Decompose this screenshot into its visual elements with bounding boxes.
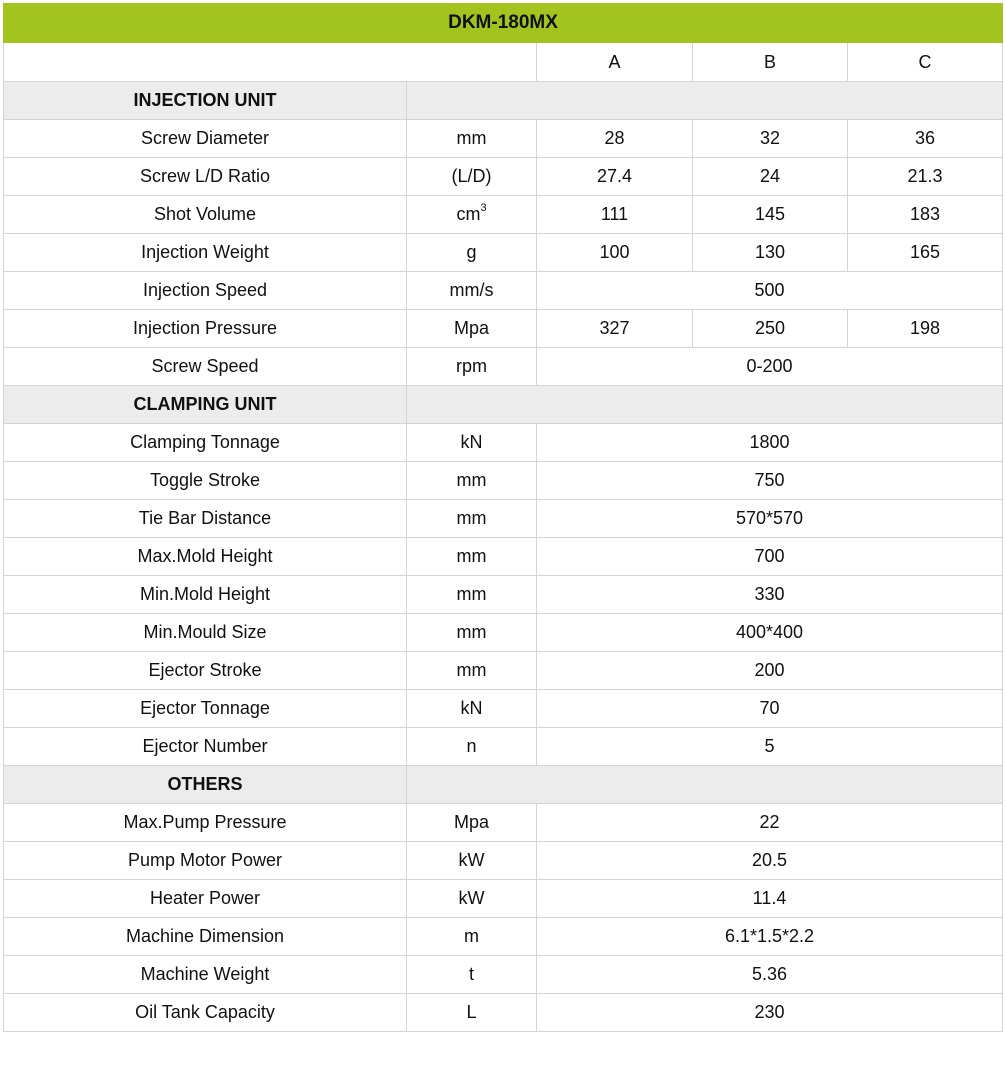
spec-unit	[407, 576, 537, 614]
section-header-row	[4, 386, 1003, 424]
spec-row	[4, 196, 1003, 234]
unit-text: kN	[460, 432, 483, 452]
spec-unit	[407, 804, 537, 842]
unit-text: kN	[460, 698, 483, 718]
spec-value: 100	[537, 234, 693, 272]
spec-value: 5	[537, 728, 1003, 766]
spec-label: Max.Pump Pressure	[4, 804, 407, 842]
spec-label: Pump Motor Power	[4, 842, 407, 880]
spec-label: Injection Pressure	[4, 310, 407, 348]
spec-row	[4, 956, 1003, 994]
spec-value: 28	[537, 120, 693, 158]
spec-row	[4, 310, 1003, 348]
spec-value: 21.3	[848, 158, 1003, 196]
spec-row	[4, 918, 1003, 956]
unit-text: Mpa	[453, 812, 489, 832]
column-header-b: B	[693, 43, 848, 82]
spec-unit	[407, 728, 537, 766]
unit-text: L	[466, 1002, 477, 1022]
spec-value: 198	[848, 310, 1003, 348]
spec-unit	[407, 348, 537, 386]
spec-value: 1800	[537, 424, 1003, 462]
spec-unit	[407, 918, 537, 956]
spec-label: Machine Weight	[4, 956, 407, 994]
spec-unit	[407, 158, 537, 196]
unit-text: mm	[456, 660, 487, 680]
spec-unit	[407, 842, 537, 880]
unit-text: (L/D)	[451, 166, 492, 186]
spec-unit	[407, 272, 537, 310]
spec-value: 145	[693, 196, 848, 234]
spec-row	[4, 690, 1003, 728]
spec-unit	[407, 424, 537, 462]
spec-value: 750	[537, 462, 1003, 500]
spec-row	[4, 842, 1003, 880]
spec-value: 500	[537, 272, 1003, 310]
spec-row	[4, 994, 1003, 1032]
spec-row	[4, 500, 1003, 538]
spec-unit	[407, 310, 537, 348]
unit-text: mm/s	[449, 280, 494, 300]
spec-row	[4, 538, 1003, 576]
unit-text: Mpa	[453, 318, 489, 338]
spec-label: Screw L/D Ratio	[4, 158, 407, 196]
spec-label: Clamping Tonnage	[4, 424, 407, 462]
unit-text: mm	[456, 508, 487, 528]
spec-label: Ejector Stroke	[4, 652, 407, 690]
spec-row	[4, 804, 1003, 842]
spec-table	[3, 3, 1003, 1032]
section-title: CLAMPING UNIT	[4, 386, 407, 424]
spec-value: 400*400	[537, 614, 1003, 652]
spec-label: Screw Speed	[4, 348, 407, 386]
table-title: DKM-180MX	[4, 4, 1003, 43]
spec-label: Screw Diameter	[4, 120, 407, 158]
header-blank	[4, 43, 537, 82]
spec-value: 700	[537, 538, 1003, 576]
spec-unit	[407, 690, 537, 728]
spec-row	[4, 348, 1003, 386]
spec-value: 111	[537, 196, 693, 234]
section-header-row	[4, 82, 1003, 120]
spec-value: 327	[537, 310, 693, 348]
spec-unit	[407, 196, 537, 234]
spec-label: Min.Mold Height	[4, 576, 407, 614]
unit-text: g	[466, 242, 477, 262]
spec-label: Heater Power	[4, 880, 407, 918]
spec-unit	[407, 652, 537, 690]
unit-text: mm	[456, 128, 487, 148]
spec-row	[4, 120, 1003, 158]
section-filler	[407, 82, 1003, 120]
spec-unit	[407, 120, 537, 158]
spec-label: Shot Volume	[4, 196, 407, 234]
spec-label: Injection Weight	[4, 234, 407, 272]
unit-text: mm	[456, 546, 487, 566]
spec-value: 230	[537, 994, 1003, 1032]
spec-value: 20.5	[537, 842, 1003, 880]
unit-text: mm	[456, 470, 487, 490]
spec-label: Max.Mold Height	[4, 538, 407, 576]
unit-text: m	[464, 926, 479, 946]
unit-text: kW	[458, 888, 485, 908]
spec-value: 183	[848, 196, 1003, 234]
spec-row	[4, 728, 1003, 766]
spec-unit	[407, 880, 537, 918]
spec-row	[4, 424, 1003, 462]
spec-label: Toggle Stroke	[4, 462, 407, 500]
spec-unit	[407, 956, 537, 994]
section-title: OTHERS	[4, 766, 407, 804]
column-header-row	[4, 43, 1003, 82]
spec-unit	[407, 994, 537, 1032]
spec-unit	[407, 234, 537, 272]
spec-value: 22	[537, 804, 1003, 842]
unit-superscript: 3	[480, 202, 487, 214]
spec-value: 0-200	[537, 348, 1003, 386]
unit-text: n	[466, 736, 477, 756]
spec-value: 570*570	[537, 500, 1003, 538]
section-filler	[407, 386, 1003, 424]
column-header-c: C	[848, 43, 1003, 82]
column-header-a: A	[537, 43, 693, 82]
spec-value: 27.4	[537, 158, 693, 196]
spec-value: 200	[537, 652, 1003, 690]
spec-row	[4, 880, 1003, 918]
spec-value: 6.1*1.5*2.2	[537, 918, 1003, 956]
section-header-row	[4, 766, 1003, 804]
spec-unit	[407, 462, 537, 500]
spec-unit	[407, 500, 537, 538]
spec-value: 24	[693, 158, 848, 196]
spec-value: 11.4	[537, 880, 1003, 918]
unit-text: kW	[458, 850, 485, 870]
spec-value: 32	[693, 120, 848, 158]
spec-row	[4, 614, 1003, 652]
title-row	[4, 4, 1003, 43]
spec-unit	[407, 538, 537, 576]
spec-label: Ejector Tonnage	[4, 690, 407, 728]
spec-row	[4, 652, 1003, 690]
unit-text: mm	[456, 584, 487, 604]
spec-row	[4, 576, 1003, 614]
spec-value: 165	[848, 234, 1003, 272]
spec-label: Min.Mould Size	[4, 614, 407, 652]
spec-row	[4, 462, 1003, 500]
spec-value: 330	[537, 576, 1003, 614]
unit-text: cm	[456, 204, 481, 224]
spec-value: 250	[693, 310, 848, 348]
spec-row	[4, 158, 1003, 196]
unit-text: t	[468, 964, 474, 984]
spec-row	[4, 234, 1003, 272]
spec-value: 36	[848, 120, 1003, 158]
unit-text: rpm	[456, 356, 487, 376]
spec-label: Injection Speed	[4, 272, 407, 310]
spec-value: 70	[537, 690, 1003, 728]
spec-label: Oil Tank Capacity	[4, 994, 407, 1032]
section-title: INJECTION UNIT	[4, 82, 407, 120]
section-filler	[407, 766, 1003, 804]
unit-text: mm	[456, 622, 487, 642]
spec-label: Ejector Number	[4, 728, 407, 766]
spec-value: 5.36	[537, 956, 1003, 994]
spec-value: 130	[693, 234, 848, 272]
spec-label: Tie Bar Distance	[4, 500, 407, 538]
spec-row	[4, 272, 1003, 310]
spec-unit	[407, 614, 537, 652]
spec-label: Machine Dimension	[4, 918, 407, 956]
